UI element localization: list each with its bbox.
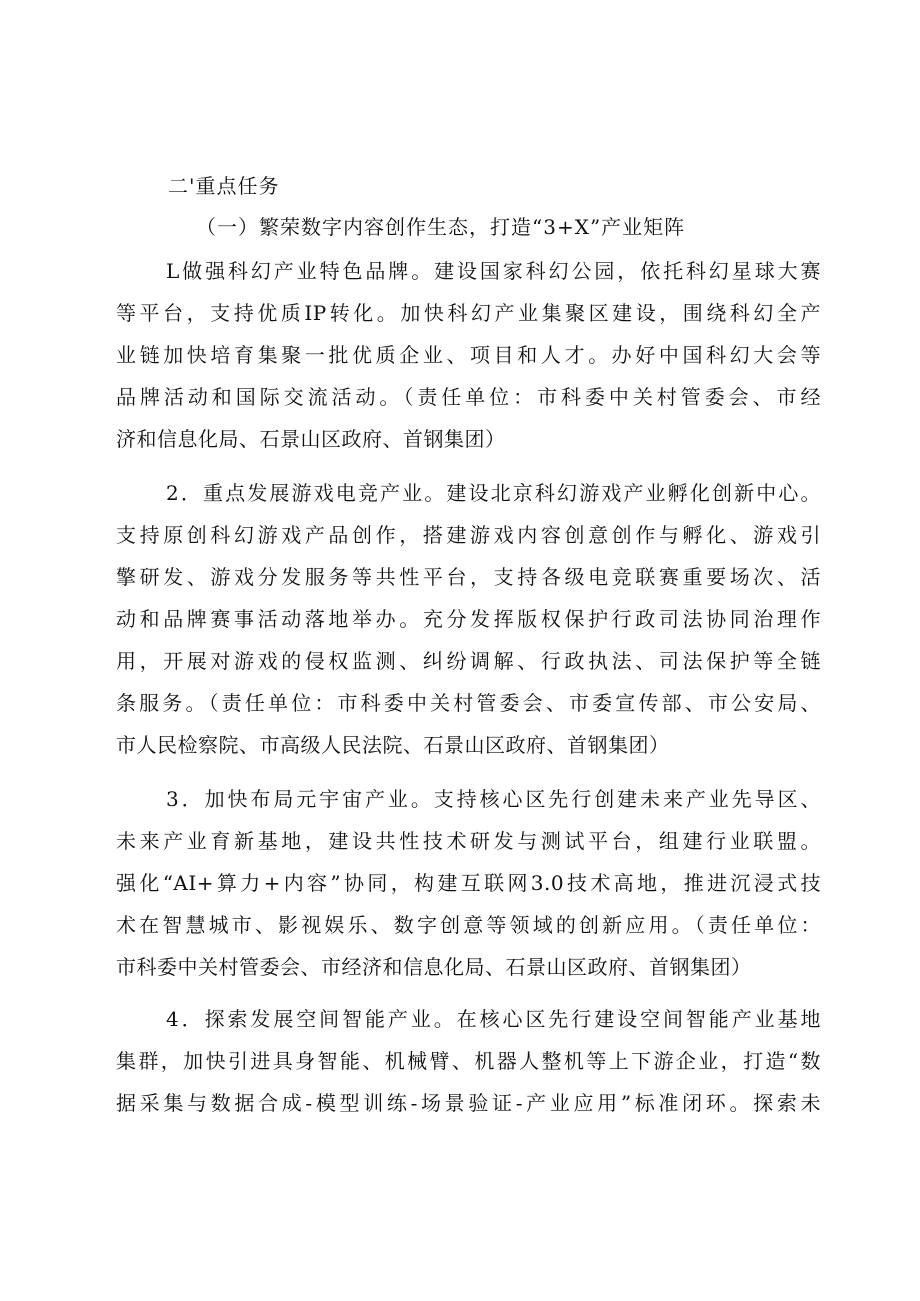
paragraph-line: 济和信息化局、石景山区政府、首钢集团） — [116, 427, 506, 451]
section-title: 二'重点任务 — [168, 174, 280, 198]
paragraph-line: 擎研发、游戏分发服务等共性平台，支持各级电竞联赛重要场次、活 — [116, 565, 821, 589]
paragraph-line: L做强科幻产业特色品牌。建设国家科幻公园，依托科幻星球大赛 — [166, 259, 821, 283]
paragraph-line: 术在智慧城市、影视娱乐、数字创意等领域的创新应用。（责任单位： — [116, 913, 821, 937]
paragraph-line: 动和品牌赛事活动落地举办。充分发挥版权保护行政司法协同治理作 — [116, 607, 821, 631]
paragraph-line: 业链加快培育集聚一批优质企业、项目和人才。办好中国科幻大会等 — [116, 343, 821, 367]
paragraph-line: 据采集与数据合成-模型训练-场景验证-产业应用”标准闭环。探索未 — [116, 1091, 821, 1115]
paragraph-line: 3．加快布局元宇宙产业。支持核心区先行创建未来产业先导区、 — [166, 787, 821, 811]
paragraph-line: 4．探索发展空间智能产业。在核心区先行建设空间智能产业基地 — [166, 1007, 821, 1031]
paragraph-line: 等平台，支持优质IP转化。加快科幻产业集聚区建设，围绕科幻全产 — [116, 301, 821, 325]
paragraph-line: 条服务。（责任单位：市科委中关村管委会、市委宣传部、市公安局、 — [116, 691, 821, 715]
paragraph-line: 强化“AI+算力+内容”协同，构建互联网3.0技术高地，推进沉浸式技 — [116, 871, 821, 895]
subsection-title: （一）繁荣数字内容创作生态，打造“3+X”产业矩阵 — [196, 215, 686, 239]
paragraph-line: 未来产业育新基地，建设共性技术研发与测试平台，组建行业联盟。 — [116, 829, 821, 853]
paragraph-line: 市科委中关村管委会、市经济和信息化局、石景山区政府、首钢集团） — [116, 955, 752, 979]
paragraph-line: 2．重点发展游戏电竞产业。建设北京科幻游戏产业孵化创新中心。 — [166, 481, 821, 505]
paragraph-line: 用，开展对游戏的侵权监测、纠纷调解、行政执法、司法保护等全链 — [116, 649, 821, 673]
paragraph-line: 品牌活动和国际交流活动。（责任单位：市科委中关村管委会、市经 — [116, 385, 821, 409]
paragraph-line: 支持原创科幻游戏产品创作，搭建游戏内容创意创作与孵化、游戏引 — [116, 523, 821, 547]
paragraph-line: 市人民检察院、市高级人民法院、石景山区政府、首钢集团） — [116, 733, 670, 757]
paragraph-line: 集群，加快引进具身智能、机械臂、机器人整机等上下游企业，打造“数 — [116, 1049, 821, 1073]
